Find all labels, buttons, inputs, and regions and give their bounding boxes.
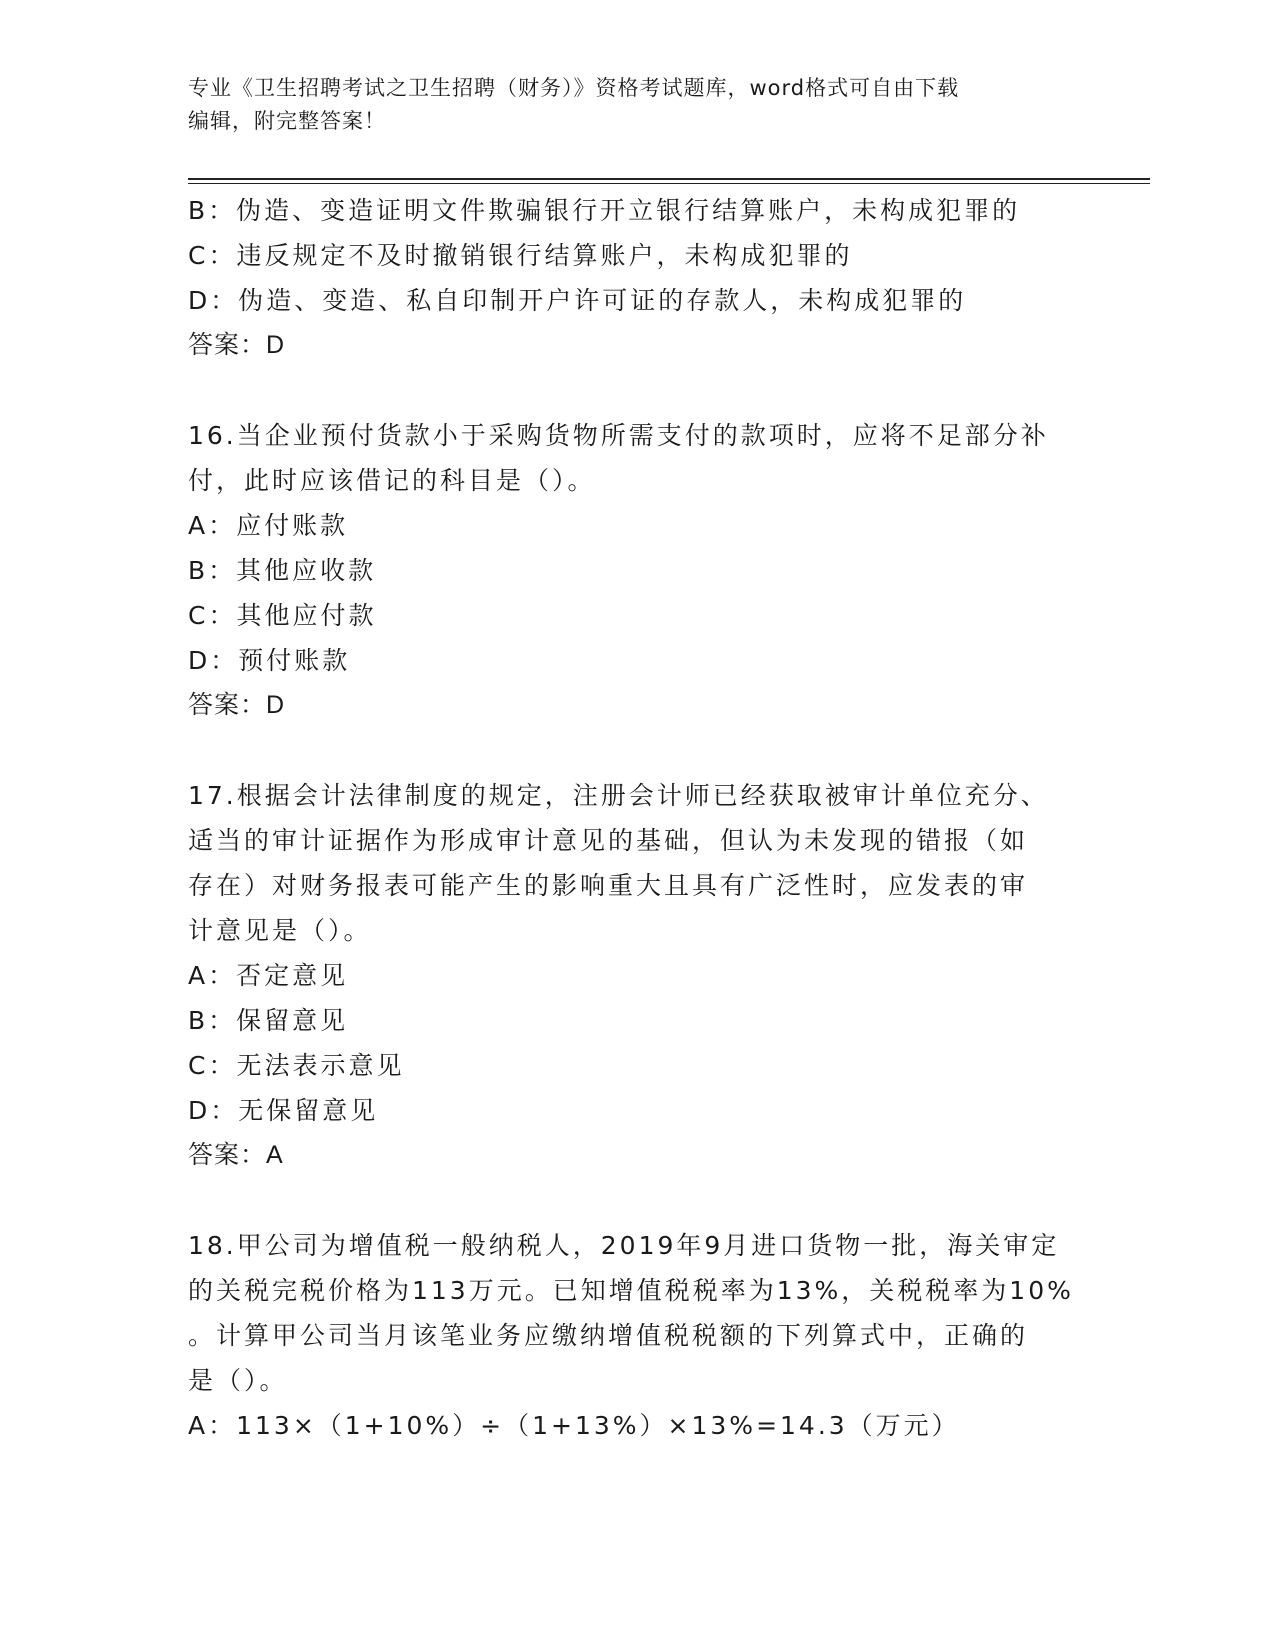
- option-c: C：其他应付款: [188, 601, 377, 630]
- option-b: B：伪造、变造证明文件欺骗银行开立银行结算账户，未构成犯罪的: [188, 196, 1021, 225]
- option-d: D：无保留意见: [188, 1096, 379, 1125]
- spacer: [188, 1178, 1088, 1223]
- option-a: A：应付账款: [188, 511, 349, 540]
- question-stem: 是（）。: [188, 1366, 288, 1395]
- question-stem: 18.甲公司为增值税一般纳税人，2019年9月进口货物一批，海关审定: [188, 1231, 1060, 1260]
- question-stem: 。计算甲公司当月该笔业务应缴纳增值税税额的下列算式中，正确的: [188, 1321, 1029, 1350]
- option-c: C：无法表示意见: [188, 1051, 405, 1080]
- option-a: A：否定意见: [188, 961, 349, 990]
- question-stem: 的关税完税价格为113万元。已知增值税税率为13%，关税税率为10%: [188, 1276, 1074, 1305]
- header-line-2: 编辑，附完整答案！: [188, 109, 386, 133]
- answer: 答案：D: [188, 691, 286, 719]
- question-stem: 计意见是（）。: [188, 916, 372, 945]
- header-divider-thick: [188, 178, 1150, 180]
- question-stem: 16.当企业预付货款小于采购货物所需支付的款项时，应将不足部分补: [188, 421, 1049, 450]
- spacer: [188, 368, 1088, 413]
- option-d: D：伪造、变造、私自印制开户许可证的存款人，未构成犯罪的: [188, 286, 967, 315]
- header-divider-thin: [188, 183, 1150, 184]
- question-stem: 17.根据会计法律制度的规定，注册会计师已经获取被审计单位充分、: [188, 781, 1049, 810]
- spacer: [188, 728, 1088, 773]
- question-15: [188, 188, 1088, 368]
- question-17: [188, 773, 1088, 1178]
- option-d: D：预付账款: [188, 646, 351, 675]
- document-header: [188, 72, 1068, 138]
- question-stem: 存在）对财务报表可能产生的影响重大且具有广泛性时，应发表的审: [188, 871, 1029, 900]
- answer: 答案：D: [188, 331, 286, 359]
- question-stem: 付，此时应该借记的科目是（）。: [188, 466, 596, 495]
- question-stem: 适当的审计证据作为形成审计意见的基础，但认为未发现的错报（如: [188, 826, 1029, 855]
- option-c: C：违反规定不及时撤销银行结算账户，未构成犯罪的: [188, 241, 853, 270]
- option-a: A：113×（1+10%）÷（1+13%）×13%=14.3（万元）: [188, 1411, 960, 1440]
- header-line-1: 专业《卫生招聘考试之卫生招聘（财务）》资格考试题库，word格式可自由下载: [188, 76, 960, 100]
- question-list: [188, 188, 1088, 1448]
- question-18: [188, 1223, 1088, 1448]
- option-b: B：保留意见: [188, 1006, 349, 1035]
- option-b: B：其他应收款: [188, 556, 377, 585]
- answer: 答案：A: [188, 1141, 284, 1169]
- question-16: [188, 413, 1088, 728]
